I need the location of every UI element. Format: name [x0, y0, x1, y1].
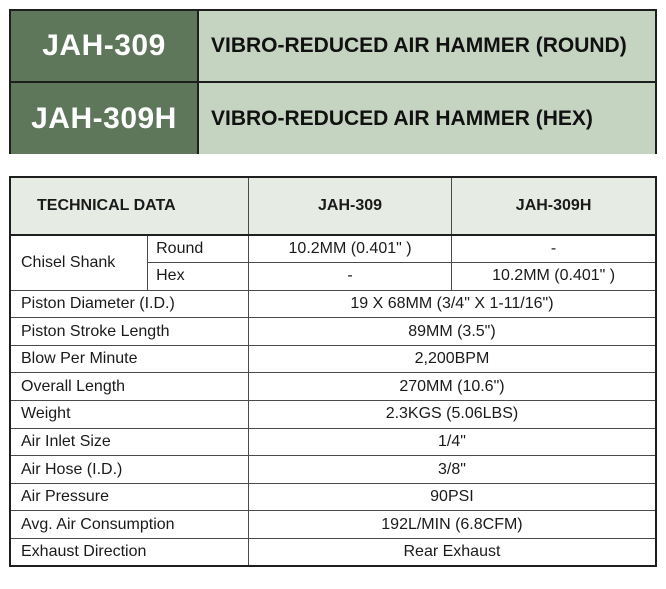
spec-value: 2,200BPM — [248, 345, 656, 373]
spec-value: 90PSI — [248, 483, 656, 511]
spec-label: Avg. Air Consumption — [10, 511, 248, 539]
header-technical-data: TECHNICAL DATA — [10, 177, 248, 235]
spec-label: Weight — [10, 401, 248, 429]
table-row — [10, 539, 656, 567]
spec-value: 3/8" — [248, 456, 656, 484]
table-row — [10, 483, 656, 511]
table-row — [10, 401, 656, 429]
spec-label: Air Inlet Size — [10, 428, 248, 456]
spec-label: Air Hose (I.D.) — [10, 456, 248, 484]
spec-label: Blow Per Minute — [10, 345, 248, 373]
spec-value: 2.3KGS (5.06LBS) — [248, 401, 656, 429]
header-jah-309h: JAH-309H — [452, 177, 656, 235]
spec-label: Piston Stroke Length — [10, 318, 248, 346]
hex-jah309h-value: 10.2MM (0.401" ) — [452, 263, 656, 291]
table-row — [10, 373, 656, 401]
round-jah309h-value: - — [452, 235, 656, 263]
spec-label: Piston Diameter (I.D.) — [10, 290, 248, 318]
spec-value: Rear Exhaust — [248, 539, 656, 567]
spec-label: Exhaust Direction — [10, 539, 248, 567]
spec-label: Overall Length — [10, 373, 248, 401]
round-jah309-value: 10.2MM (0.401" ) — [248, 235, 451, 263]
model-code: JAH-309H — [11, 83, 199, 154]
spec-value: 19 X 68MM (3/4" X 1-11/16") — [248, 290, 656, 318]
spec-label: Air Pressure — [10, 483, 248, 511]
model-title: VIBRO-REDUCED AIR HAMMER (HEX) — [199, 83, 655, 154]
table-row — [10, 511, 656, 539]
table-row — [10, 456, 656, 484]
table-row — [10, 428, 656, 456]
technical-data-table — [9, 176, 657, 567]
table-row — [10, 235, 656, 263]
product-header — [9, 9, 657, 154]
model-title: VIBRO-REDUCED AIR HAMMER (ROUND) — [199, 11, 655, 81]
header-jah-309: JAH-309 — [248, 177, 451, 235]
chisel-shank-label: Chisel Shank — [10, 235, 148, 290]
round-label: Round — [148, 235, 249, 263]
hex-jah309-value: - — [248, 263, 451, 291]
hex-label: Hex — [148, 263, 249, 291]
spec-value: 89MM (3.5") — [248, 318, 656, 346]
table-row — [10, 318, 656, 346]
header-row-hex — [11, 83, 655, 154]
spec-value: 192L/MIN (6.8CFM) — [248, 511, 656, 539]
spec-value: 270MM (10.6") — [248, 373, 656, 401]
table-row — [10, 345, 656, 373]
table-header-row — [10, 177, 656, 235]
spec-value: 1/4" — [248, 428, 656, 456]
header-row-round — [11, 11, 655, 83]
model-code: JAH-309 — [11, 11, 199, 81]
table-row — [10, 290, 656, 318]
